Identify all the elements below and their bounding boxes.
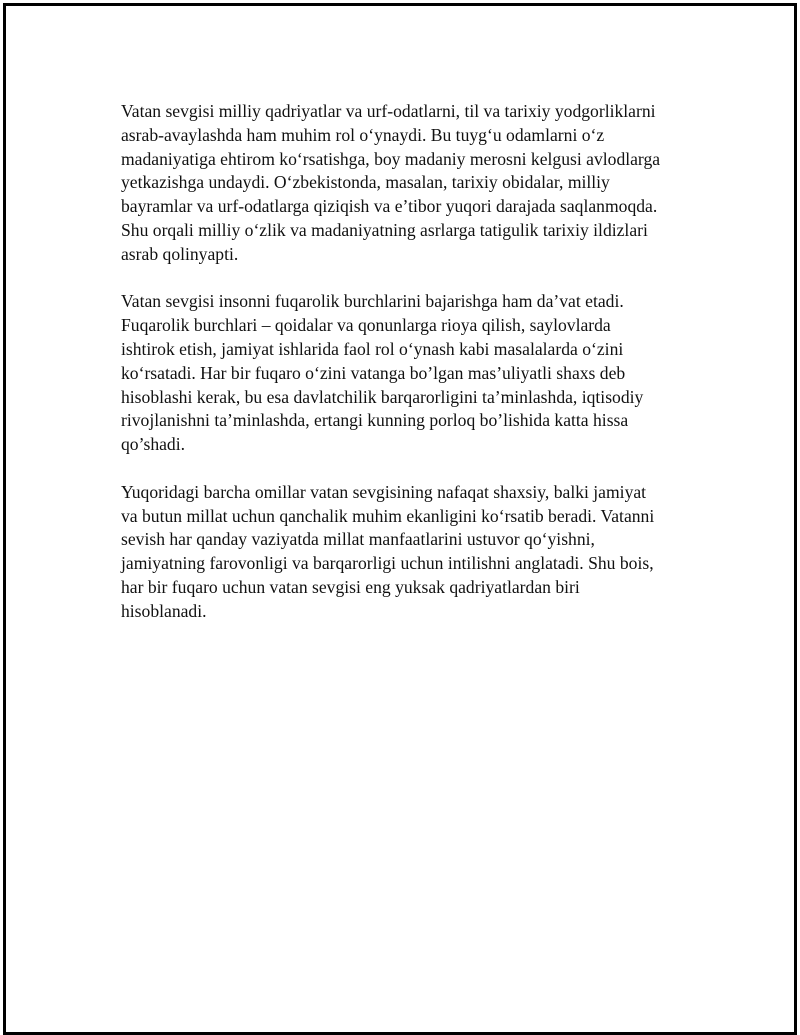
paragraph-2: Vatan sevgisi insonni fuqarolik burchlarini bajarishga ham da’vat etadi. Fuqarolik burchlari – qoidalar va qonunlarga rioya qilish, saylovlarda ishtirok etish, jamiyat ishlarida faol rol o‘ynash kabi masalalarda o‘zini ko‘rsatadi. Har bir fuqaro o‘zini vatanga bo’lgan mas’uliyatli shaxs deb hisoblashi kerak, bu esa davlatchilik barqarorligini ta’minlashda, iqtisodiy rivojlanishni ta’minlashda, ertangi kunning porloq bo’lishida katta hissa qo’shadi. xyxy=(121,291,644,455)
document-body xyxy=(121,100,693,647)
paragraph-3: Yuqoridagi barcha omillar vatan sevgisining nafaqat shaxsiy, balki jamiyat va butun millat uchun qanchalik muhim ekanligini ko‘rsatib beradi. Vatanni sevish har qanday vaziyatda millat manfaatlarini ustuvor qo‘yishni, jamiyatning farovonligi va barqarorligi uchun intilishni anglatadi. Shu bois, har bir fuqaro uchun vatan sevgisi eng yuksak qadriyatlardan biri hisoblanadi. xyxy=(121,481,655,621)
page-border xyxy=(3,3,797,1035)
paragraph-1: Vatan sevgisi milliy qadriyatlar va urf-odatlarni, til va tarixiy yodgorliklarni asrab-avaylashda ham muhim rol o‘ynaydi. Bu tuyg‘u odamlarni o‘z madaniyatiga ehtirom ko‘rsatishga, boy madaniy merosni kelgusi avlodlarga yetkazishga undaydi. O‘zbekistonda, masalan, tarixiy obidalar, milliy bayramlar va urf-odatlarga qiziqish va e’tibor yuqori darajada saqlanmoqda. Shu orqali milliy o‘zlik va madaniyatning asrlarga tatigulik tarixiy ildizlari asrab qolinyapti. xyxy=(121,101,661,264)
